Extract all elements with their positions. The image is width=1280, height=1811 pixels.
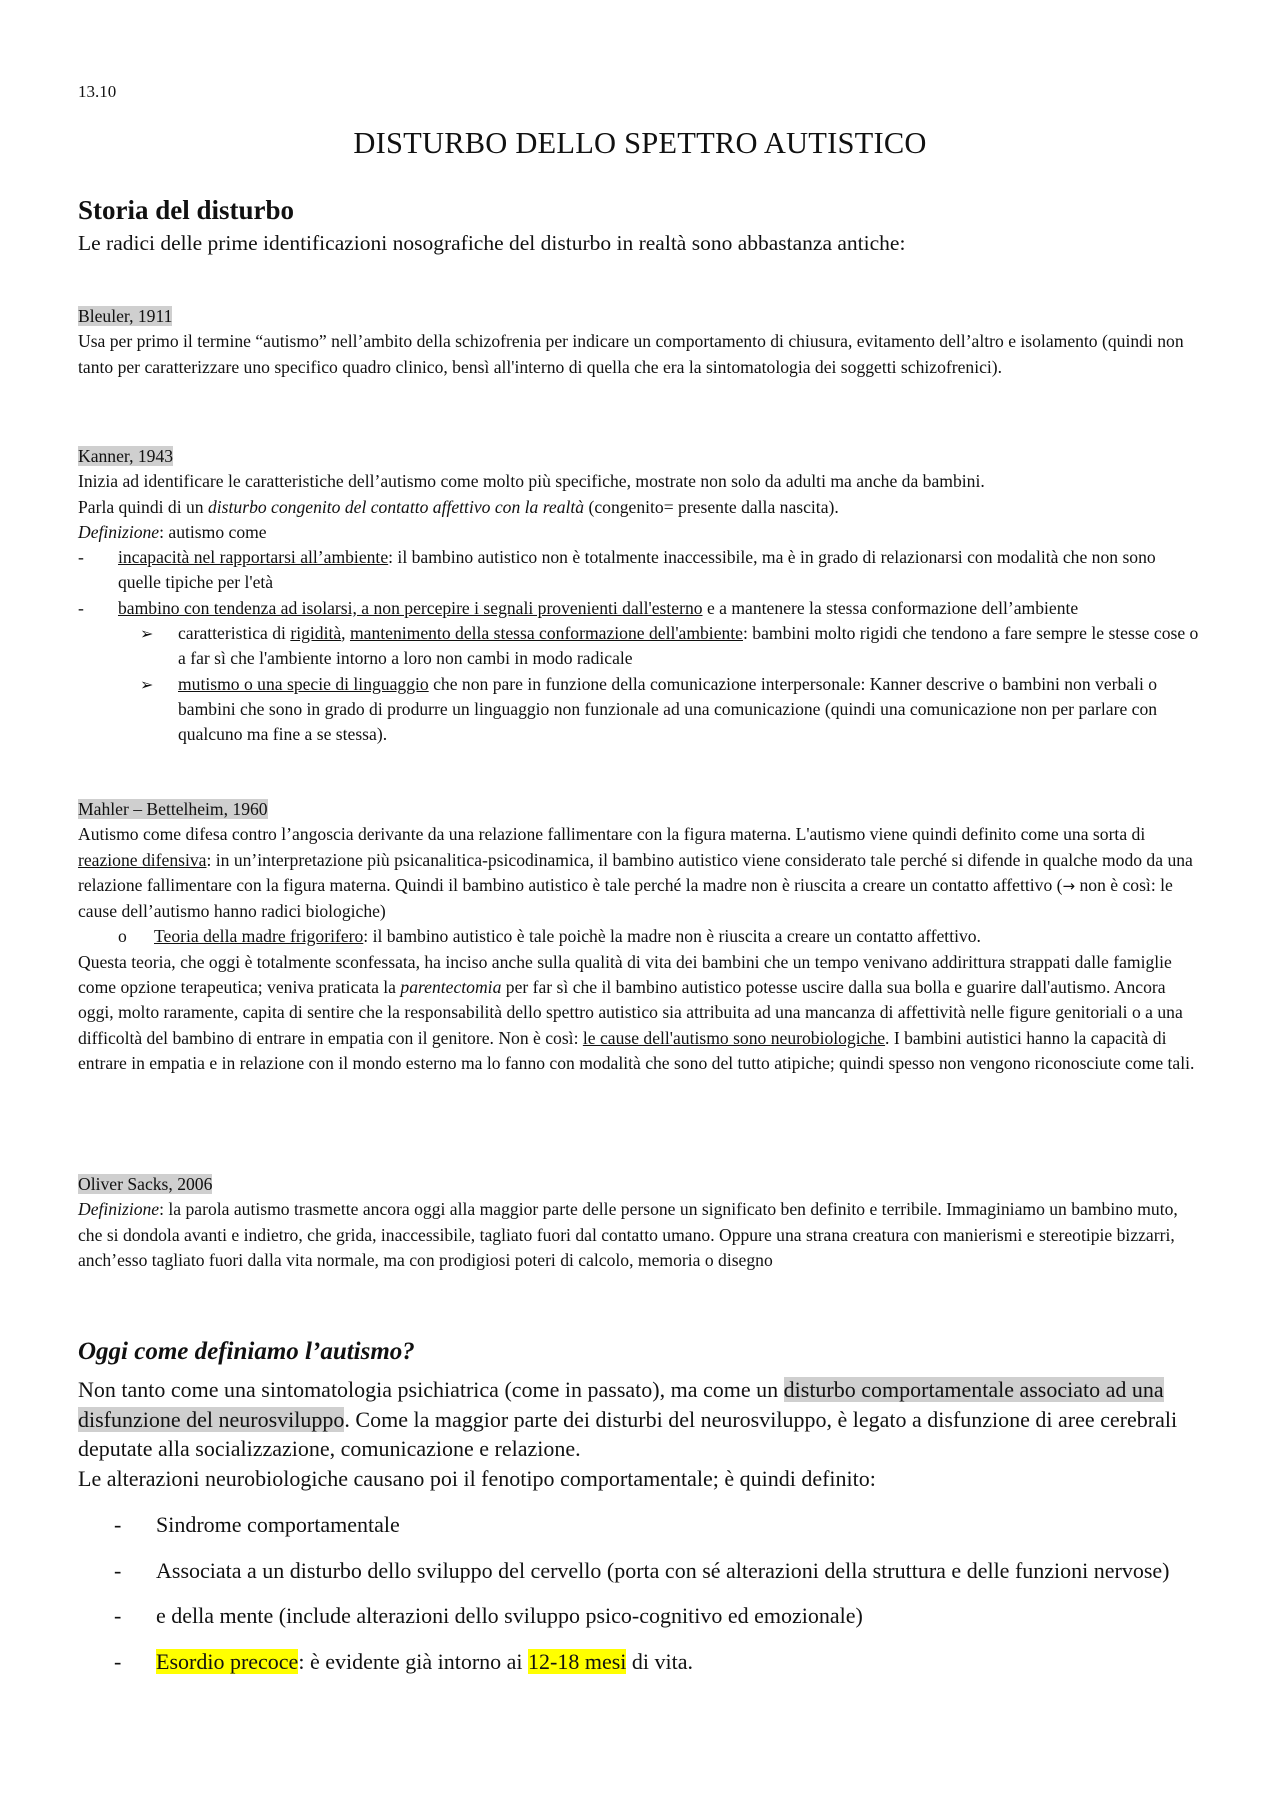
right-arrow-icon: → <box>1062 876 1076 895</box>
list-item: - Associata a un disturbo dello sviluppo del cervello (porta con sé alterazioni della struttura e delle funzioni nervose) <box>114 1557 1170 1583</box>
sacks-label: Oliver Sacks, 2006 <box>78 1174 213 1194</box>
list-item: - Esordio precoce: è evidente già intorno ai 12-18 mesi di vita. <box>114 1648 694 1674</box>
highlight-mesi: 12-18 mesi <box>528 1648 627 1674</box>
oggi-paragraph: Non tanto come una sintomatologia psichiatrica (come in passato), ma come un disturbo comportamentale associato ad una disfunzione del neurosviluppo. Come la maggior parte dei disturbi del neurosviluppo, è legato a disfunzione di aree cerebrali deputate alla socializzazione, comunicazione e relazione. <box>78 1377 1178 1461</box>
section-heading-oggi: Oggi come definiamo l’autismo? <box>78 1338 415 1365</box>
list-item: - e della mente (include alterazioni dello sviluppo psico-cognitivo ed emozionale) <box>114 1603 863 1628</box>
definition-list <box>78 1510 1202 1692</box>
bleuler-text: Usa per primo il termine “autismo” nell’ambito della schizofrenia per indicare un comportamento di chiusura, evitamento dell’altro e isolamento (quindi non tanto per caratterizzare uno specifico quadro clinico, bensì all'interno di quella che era la sintomatologia dei soggetti schizofrenici). <box>78 331 1184 377</box>
mahler-theory-item: o Teoria della madre frigorifero: il bambino autistico è tale poichè la madre non è riuscita a creare un contatto affettivo. <box>118 926 981 947</box>
kanner-block <box>78 444 1202 748</box>
highlight-esordio: Esordio precoce <box>156 1648 299 1674</box>
kanner-item-1: - incapacità nel rapportarsi all’ambiente: il bambino autistico non è totalmente inaccessibile, ma è in grado di relazionarsi con modalità che non sono quelle tipiche per l'età <box>78 547 1156 593</box>
kanner-line1: Inizia ad identificare le caratteristiche dell’autismo come molto più specifiche, mostrate non solo da adulti ma anche da bambini. <box>78 471 985 492</box>
kanner-item-2: - bambino con tendenza ad isolarsi, a non percepire i segnali provenienti dall'esterno e a mantenere la stessa conformazione dell’ambiente <box>78 597 1079 618</box>
mahler-block <box>78 797 1202 1076</box>
oggi-paragraph-2: Le alterazioni neurobiologiche causano poi il fenotipo comportamentale; è quindi definito: <box>78 1466 876 1491</box>
kanner-label: Kanner, 1943 <box>78 446 174 466</box>
kanner-definition: Definizione: autismo come <box>78 521 267 542</box>
bleuler-label: Bleuler, 1911 <box>78 306 173 326</box>
highlighted-definition: disturbo comportamentale associato ad una disfunzione del neurosviluppo <box>78 1377 1164 1432</box>
sacks-block <box>78 1172 1202 1273</box>
mahler-paragraph-2: Questa teoria, che oggi è totalmente sconfessata, ha inciso anche sulla qualità di vita dei bambini che un tempo venivano addirittura strappati dalle famiglie come opzione terapeutica; veniva praticata la parentectomia per far sì che il bambino autistico potesse uscire dalla sua bolla e guarire dall'autismo. Ancora oggi, molto raramente, capita di sentire che la responsabilità dello spettro autistico sia attribuita ad una mancanza di affettività nelle figure genitoriali o a una difficoltà del bambino di entrare in empatia con il genitore. Non è così: le cause dell'autismo sono neurobiologiche. I bambini autistici hanno la capacità di entrare in empatia e in relazione con il mondo esterno ma lo fanno con modalità che sono del tutto atipiche; quindi spesso non vengono riconosciute come tali. <box>78 951 1195 1073</box>
list-item: - Sindrome comportamentale <box>114 1512 400 1537</box>
sacks-text: Definizione: la parola autismo trasmette ancora oggi alla maggior parte delle persone un significato ben definito e terribile. Immaginiamo un bambino muto, che si dondola avanti e indietro, che grida, inaccessibile, tagliato fuori dal contatto umano. Oppure una strana creatura con manierismi e stereotipie bizzarri, anch’esso tagliato fuori dalla vita normale, ma con prodigiosi poteri di calcolo, memoria o disegno <box>78 1199 1178 1270</box>
arrow-bullet-icon: ➢ <box>140 674 154 694</box>
kanner-subitem-2: ➢ mutismo o una specie di linguaggio che non pare in funzione della comunicazione interpersonale: Kanner descrive o bambini non verbali o bambini che sono in grado di produrre un linguaggio non funzionale ad una comunicazione (quindi una comunicazione non per parlare con qualcuno ma fine a se stessa). <box>140 673 1158 745</box>
mahler-paragraph-1: Autismo come difesa contro l’angoscia derivante da una relazione fallimentare con la figura materna. L'autismo viene quindi definito come una sorta di reazione difensiva: in un’interpretazione più psicanalitica-psicodinamica, il bambino autistico viene considerato tale perché si difende in qualche modo da una relazione fallimentare con la figura materna. Quindi il bambino autistico è tale perché la madre non è riuscita a creare un contatto affettivo (→ non è così: le cause dell’autismo hanno radici biologiche) <box>78 824 1193 922</box>
lecture-date: 13.10 <box>78 82 117 101</box>
bleuler-block <box>78 304 1202 380</box>
kanner-subitem-1: ➢ caratteristica di rigidità, mantenimento della stessa conformazione dell'ambiente: bambini molto rigidi che tendono a fare sempre le stesse cose o a far sì che l'ambiente intorno a loro non cambi in modo radicale <box>140 623 1199 669</box>
section-heading-storia: Storia del disturbo <box>78 195 295 225</box>
section-intro: Le radici delle prime identificazioni nosografiche del disturbo in realtà sono abbastanza antiche: <box>78 231 906 255</box>
arrow-bullet-icon: ➢ <box>140 624 154 644</box>
kanner-line2: Parla quindi di un disturbo congenito del contatto affettivo con la realtà (congenito= presente dalla nascita). <box>78 496 839 517</box>
page-title: DISTURBO DELLO SPETTRO AUTISTICO <box>353 126 927 160</box>
mahler-label: Mahler – Bettelheim, 1960 <box>78 799 268 819</box>
